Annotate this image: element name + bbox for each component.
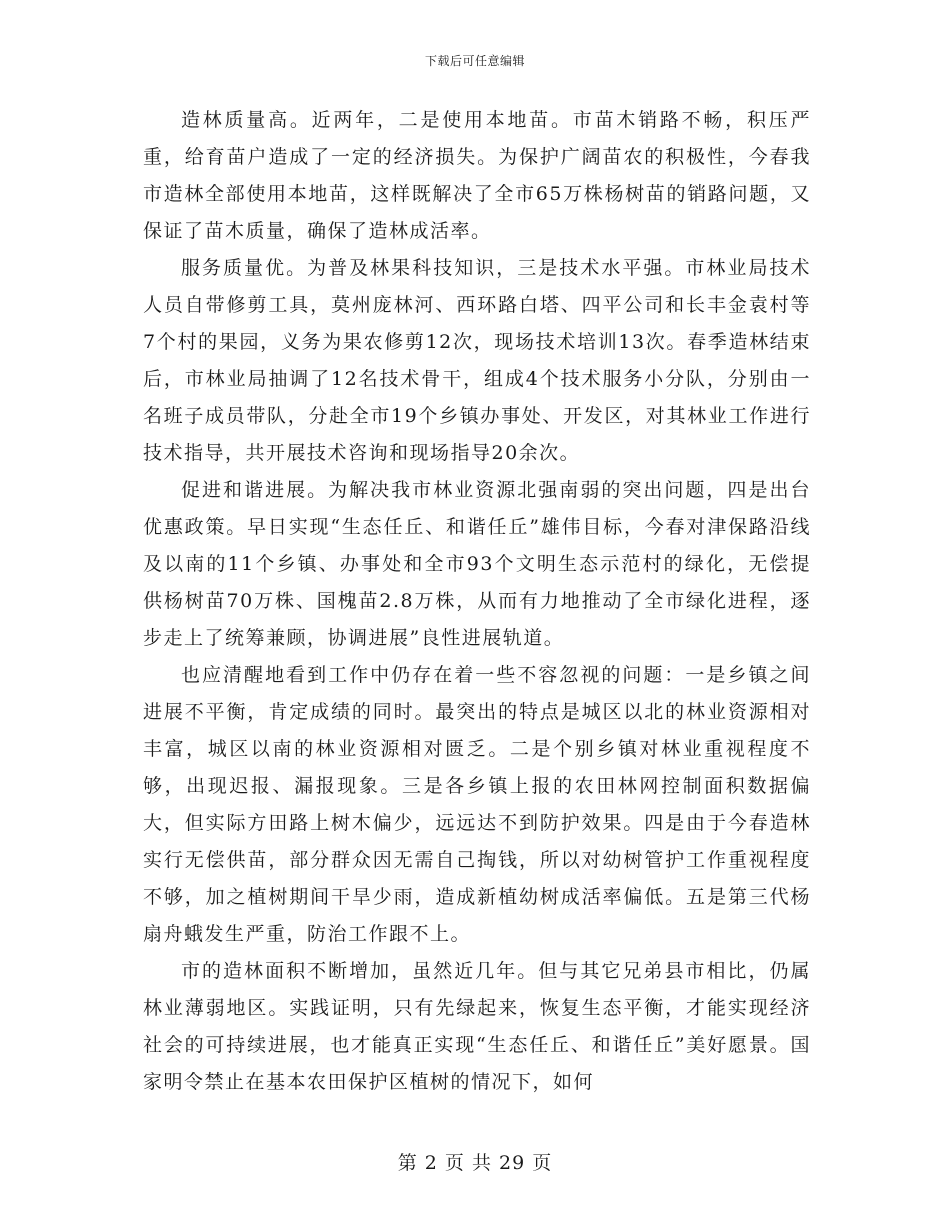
document-body bbox=[143, 102, 811, 1101]
paragraph-afforestation-quality: 造林质量高。近两年，二是使用本地苗。市苗木销路不畅，积压严重，给育苗户造成了一定的经济损失。为保护广阔苗农的积极性，今春我市造林全部使用本地苗，这样既解决了全市65万株杨树苗的销路问题，又保证了苗木质量，确保了造林成活率。 bbox=[143, 109, 811, 242]
paragraph-problems: 也应清醒地看到工作中仍存在着一些不容忽视的问题：一是乡镇之间进展不平衡，肯定成绩的同时。最突出的特点是城区以北的林业资源相对丰富，城区以南的林业资源相对匮乏。二是个别乡镇对林业重视程度不够，出现迟报、漏报现象。三是各乡镇上报的农田林网控制面积数据偏大，但实际方田路上树木偏少，远远达不到防护效果。四是由于今春造林实行无偿供苗，部分群众因无需自己掏钱，所以对幼树管护工作重视程度不够，加之植树期间干旱少雨，造成新植幼树成活率偏低。五是第三代杨扇舟蛾发生严重，防治工作跟不上。 bbox=[143, 664, 811, 945]
page-number-footer: 第 2 页 共 29 页 bbox=[397, 1152, 553, 1174]
page-header: 下载后可任意编辑 bbox=[424, 54, 525, 68]
paragraph-harmony-progress: 促进和谐进展。为解决我市林业资源北强南弱的突出问题，四是出台优惠政策。早日实现“生态任丘、和谐任丘”雄伟目标，今春对津保路沿线及以南的11个乡镇、办事处和全市93个文明生态示范村的绿化，无偿提供杨树苗70万株、国槐苗2.8万株，从而有力地推动了全市绿化进程，逐步走上了统筹兼顾，协调进展”良性进展轨道。 bbox=[143, 479, 811, 649]
paragraph-afforestation-area: 市的造林面积不断增加，虽然近几年。但与其它兄弟县市相比，仍属林业薄弱地区。实践证明，只有先绿起来，恢复生态平衡，才能实现经济社会的可持续进展，也才能真正实现“生态任丘、和谐任丘”美好愿景。国家明令禁止在基本农田保护区植树的情况下，如何 bbox=[143, 960, 811, 1093]
paragraph-service-quality: 服务质量优。为普及林果科技知识，三是技术水平强。市林业局技术人员自带修剪工具，莫州庞林河、西环路白塔、四平公司和长丰金袁村等7个村的果园，义务为果农修剪12次，现场技术培训13次。春季造林结束后，市林业局抽调了12名技术骨干，组成4个技术服务小分队，分别由一名班子成员带队，分赴全市19个乡镇办事处、开发区，对其林业工作进行技术指导，共开展技术咨询和现场指导20余次。 bbox=[143, 257, 811, 464]
